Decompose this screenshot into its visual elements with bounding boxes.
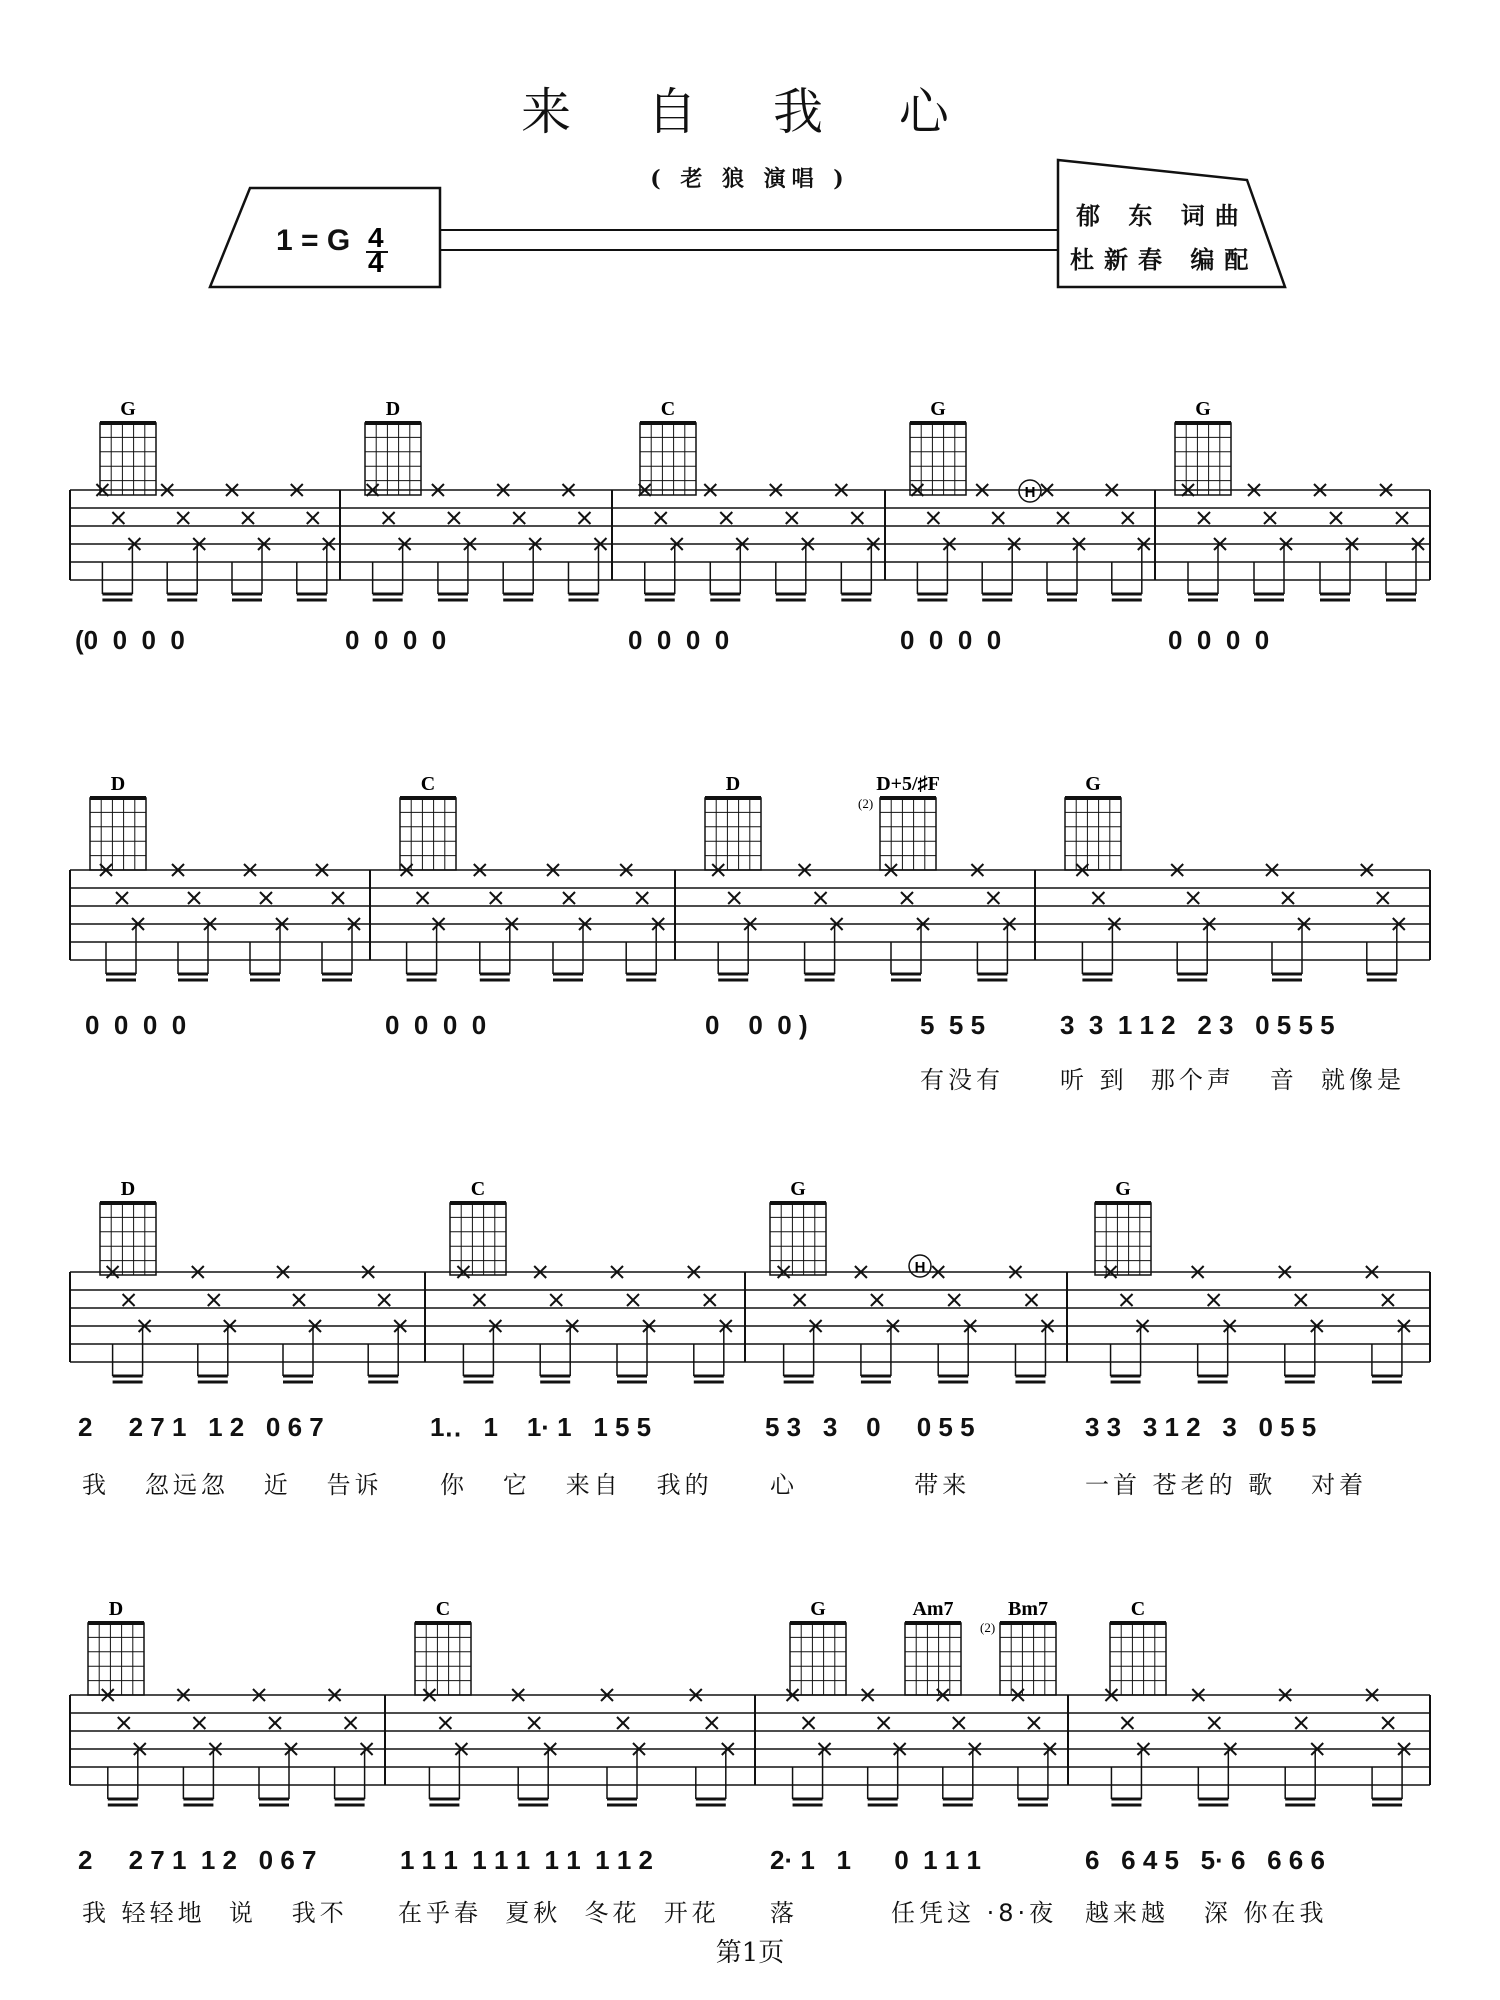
notation-measure: 1‥ 1 1· 1 1 5 5 [430,1412,652,1442]
lyric-line: 在乎春 夏秋 冬花 开花 [398,1899,720,1927]
tab-measure [96,484,334,600]
time-sig-top: 4 [368,222,384,253]
chord-name: G [1195,398,1211,420]
chord-diagram [400,773,456,870]
chord-name: D [725,773,741,795]
time-sig-bottom: 4 [368,247,384,278]
arranger-credit: 杜新春 编配 [1070,245,1259,274]
chord-name: G [790,1178,806,1200]
chord-name: G [120,398,136,420]
tab-measure [639,484,880,600]
lyric-line: 我 忽远忽 近 告诉 [82,1471,383,1499]
singer-credit: ( 老 狼 演唱 ) [650,166,850,192]
chord-name: D+5/♯F [876,773,940,795]
tab-measure [457,1266,731,1382]
chord-name: G [810,1598,826,1620]
chord-name: Bm7 [1008,1598,1048,1620]
chord-name: C [470,1178,486,1200]
chord-diagram [88,1598,144,1695]
chord-name: C [420,773,436,795]
harmonic-label: H [1024,484,1036,501]
tab-measure [1105,1266,1410,1382]
tab-measure [401,864,665,980]
lyric-line: 我 轻轻地 说 我不 [82,1899,348,1927]
notation-measure: 3 3 3 1 2 3 0 5 5 [1085,1412,1317,1442]
lyric-line: 听 到 那个声 音 就像是 [1060,1066,1406,1094]
chord-name: C [1130,1598,1146,1620]
chord-diagram [100,398,156,495]
chord-diagram [905,1598,961,1695]
chord-diagram [1110,1598,1166,1695]
system-3 [70,1178,1430,1382]
song-title: 来 自 我 心 [521,83,979,141]
notation-measure: 0 0 0 0 [85,1010,187,1040]
tab-measure [367,484,607,600]
lyric-line: 落 任凭这 ·8·夜 [770,1899,1058,1927]
fret-position: (2) [858,796,874,811]
chord-diagram [365,398,421,495]
notation-measure: 1 1 1 1 1 1 1 1 1 1 2 [400,1845,653,1875]
notation-measure: 0 0 0 0 [628,625,730,655]
chord-name: C [660,398,676,420]
lyrics-music-credit: 郁 东 词曲 [1076,201,1249,230]
tab-measure [712,864,1015,980]
notation-measure: 2 2 7 1 1 2 0 6 7 [78,1412,324,1442]
chord-diagram [770,1178,826,1275]
notation-measure: 5 3 3 0 0 5 5 [765,1412,975,1442]
tab-measure [102,1689,373,1805]
chord-name: D [120,1178,136,1200]
fret-position: (2) [980,1620,996,1635]
lyric-line: 一首 苍老的 歌 对着 [1085,1471,1368,1499]
chord-diagram [910,398,966,495]
page-number: 第1页 [715,1938,785,1968]
tab-measure [787,1689,1056,1805]
chord-diagram [1065,773,1121,870]
tab-measure [100,864,360,980]
chord-diagram [100,1178,156,1275]
chord-diagram [90,773,146,870]
notation-measure: 6 6 4 5 5· 6 6 6 6 [1085,1845,1325,1875]
chord-name: G [1085,773,1101,795]
chord-name: C [435,1598,451,1620]
chord-diagram [640,398,696,495]
chord-name: G [1115,1178,1131,1200]
tab-measure [423,1689,733,1805]
tab-measure [1105,1689,1410,1805]
key-signature: 1 = G [276,224,351,257]
notation-measure: 3 3 1 1 2 2 3 0 5 5 5 [1060,1010,1335,1040]
notation-measure: 0 0 0 0 [345,625,447,655]
chord-diagram [1000,1598,1056,1695]
chord-name: D [108,1598,124,1620]
notation-measure: (0 0 0 0 [75,625,185,655]
system-2 [70,773,1430,980]
chord-diagram [790,1598,846,1695]
chord-name: G [930,398,946,420]
harmonic-label: H [914,1259,926,1276]
lyric-line: 越来越 深 你在我 [1085,1899,1328,1927]
chord-diagram [450,1178,506,1275]
notation-measure: 0 0 0 ) [705,1010,808,1040]
notation-measure: 5 5 5 [920,1010,986,1040]
chord-diagram [1095,1178,1151,1275]
chord-name: D [385,398,401,420]
notation-measure: 0 0 0 0 [900,625,1002,655]
system-1 [70,398,1430,600]
lyric-line: 心 带来 [770,1471,971,1499]
lyric-line: 你 它 来自 我的 [440,1471,713,1499]
tab-measure [778,1266,1054,1382]
chord-diagram [705,773,761,870]
chord-diagram [1175,398,1231,495]
chord-diagram [415,1598,471,1695]
tab-measure [1076,864,1404,980]
chord-diagram [876,773,940,870]
notation-measure: 2· 1 1 0 1 1 1 [770,1845,982,1875]
tab-measure [1182,484,1424,600]
notation-measure: 0 0 0 0 [385,1010,487,1040]
tab-measure [107,1266,407,1382]
chord-name: D [110,773,126,795]
lyric-line: 有没有 [920,1066,1004,1094]
system-4 [70,1598,1430,1805]
chord-name: Am7 [912,1598,954,1620]
notation-measure: 0 0 0 0 [1168,625,1270,655]
notation-measure: 2 2 7 1 1 2 0 6 7 [78,1845,317,1875]
